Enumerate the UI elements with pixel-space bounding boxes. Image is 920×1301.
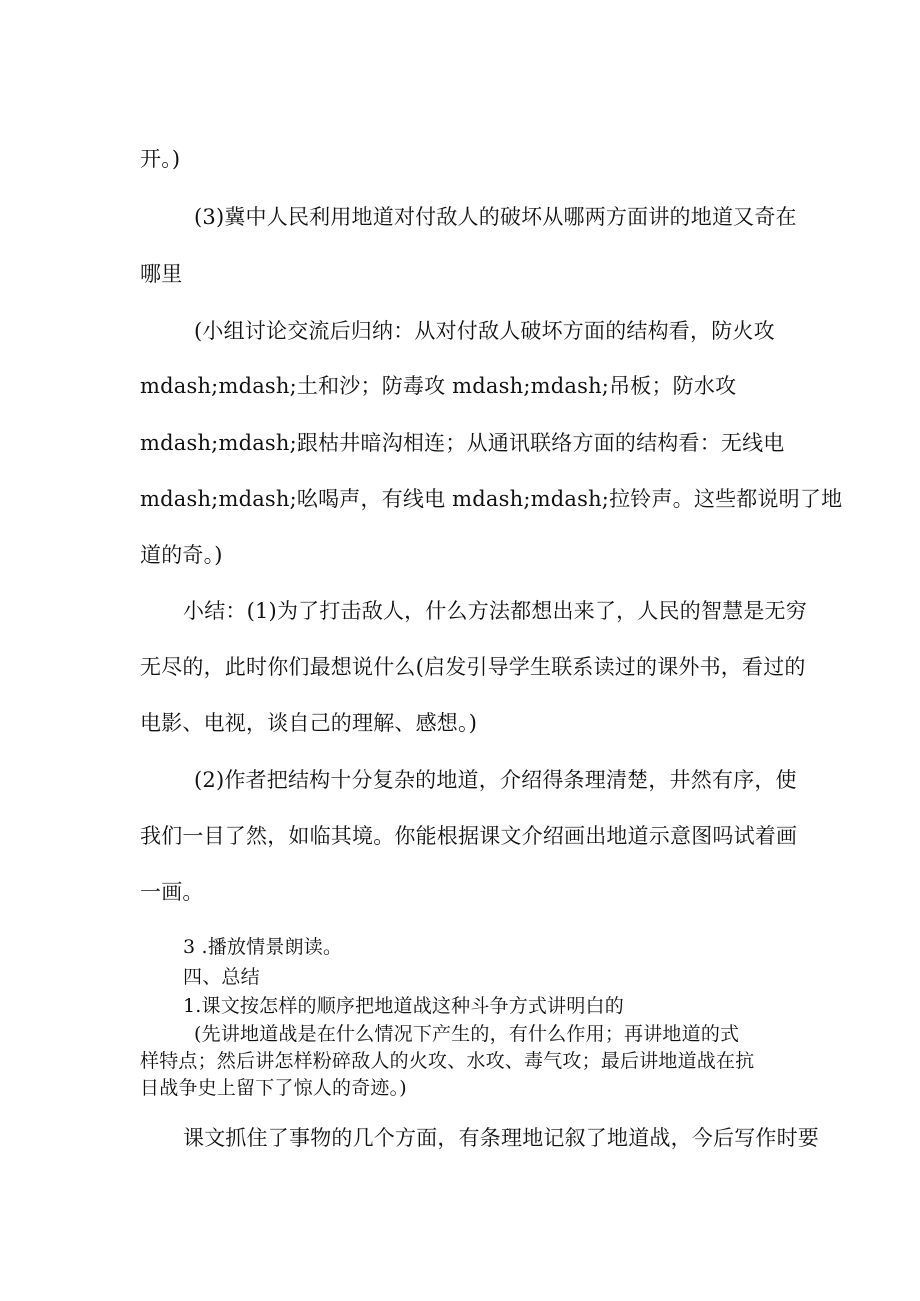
text-line-18: (先讲地道战是在什么情况下产生的，有什么作用；再讲地道的式 <box>194 1023 740 1045</box>
text-line-1: 开。) <box>140 147 181 171</box>
text-line-20: 日战争史上留下了惊人的奇迹。) <box>140 1077 407 1099</box>
text-line-16: 四、总结 <box>183 966 260 988</box>
text-line-7: mdash;mdash;吆喝声，有线电 mdash;mdash;拉铃声。这些都说明了地 <box>140 487 843 511</box>
text-line-2: (3)冀中人民利用地道对付敌人的破坏从哪两方面讲的地道又奇在 <box>194 205 797 229</box>
text-line-6: mdash;mdash;跟枯井暗沟相连；从通讯联络方面的结构看：无线电 <box>140 431 785 455</box>
text-line-19: 样特点；然后讲怎样粉碎敌人的火攻、水攻、毒气攻；最后讲地道战在抗 <box>140 1050 755 1072</box>
text-line-17: 1.课文按怎样的顺序把地道战这种斗争方式讲明白的 <box>183 995 624 1017</box>
text-line-12: (2)作者把结构十分复杂的地道，介绍得条理清楚，井然有序，使 <box>194 768 797 792</box>
text-line-10: 无尽的，此时你们最想说什么(启发引导学生联系读过的课外书，看过的 <box>140 655 806 679</box>
text-line-11: 电影、电视，谈自己的理解、感想。) <box>140 711 478 735</box>
text-line-14: 一画。 <box>140 880 204 904</box>
text-line-8: 道的奇。) <box>140 543 223 567</box>
text-line-5: mdash;mdash;土和沙；防毒攻 mdash;mdash;吊板；防水攻 <box>140 374 737 398</box>
text-line-3: 哪里 <box>140 262 183 286</box>
text-line-15: 3 .播放情景朗读。 <box>183 936 343 958</box>
text-line-13: 我们一目了然，如临其境。你能根据课文介绍画出地道示意图吗试着画 <box>140 824 798 848</box>
text-line-21: 课文抓住了事物的几个方面，有条理地记叙了地道战，今后写作时要 <box>183 1126 819 1150</box>
text-line-9: 小结：(1)为了打击敌人，什么方法都想出来了，人民的智慧是无穷 <box>183 599 807 623</box>
text-line-4: (小组讨论交流后归纳：从对付敌人破坏方面的结构看，防火攻 <box>194 319 775 343</box>
